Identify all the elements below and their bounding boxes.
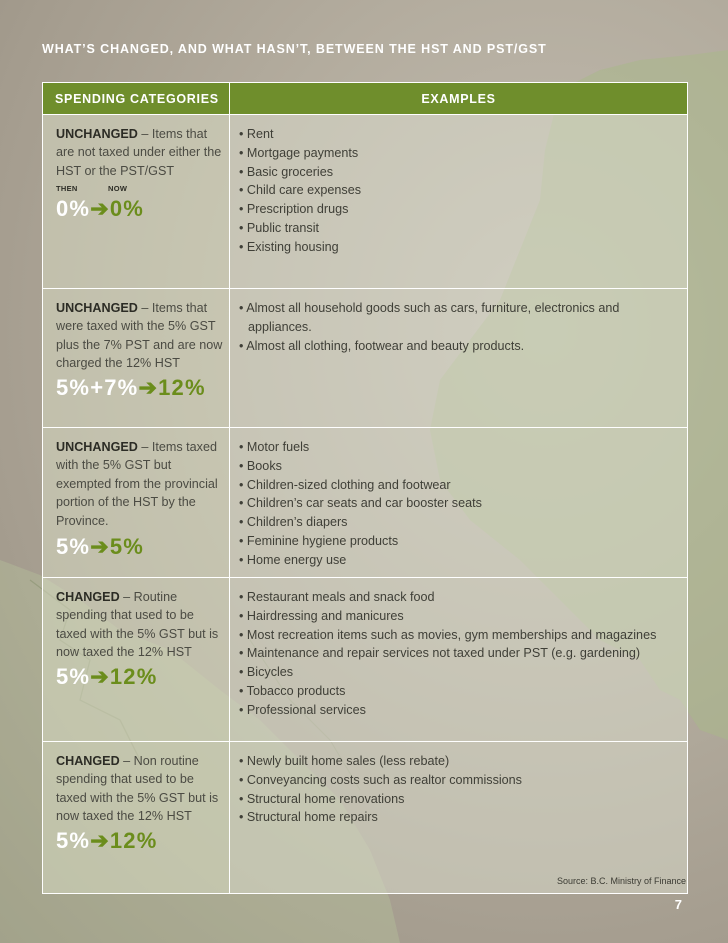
example-item: • Mortgage payments [239,145,359,160]
examples-list [237,752,679,827]
table-row [42,742,688,894]
example-item: • Books [239,458,282,473]
example-item: • Public transit [239,220,320,235]
rate-before: 5% [56,827,91,853]
table-row [42,428,688,578]
header-spending-categories: SPENDING CATEGORIES [43,83,230,114]
then-label: THEN [56,184,78,194]
example-item: • Newly built home sales (less rebate) [239,754,450,768]
example-item: • Maintenance and repair services not taxed under PST (e.g. gardening) [239,646,641,661]
rate-after: 0% [109,196,145,222]
rate-after: 12% [158,374,206,400]
now-label: NOW [108,184,128,194]
rate-before: 0% [56,196,91,222]
status-label: CHANGED – Non routine spending that used to be taxed with the 5% GST but is now taxed the 12% HST [56,754,219,824]
category-cell [43,742,230,893]
category-cell [43,289,230,427]
arrow-icon: ➔ [138,374,159,400]
status-label: UNCHANGED – Items that were taxed with the 5% GST plus the 7% PST and are now charged the 12% HST [56,301,223,371]
example-item: • Professional services [239,702,366,717]
example-item: • Almost all household goods such as cars, furniture, electronics and appliances. [239,301,620,334]
example-item: • Feminine hygiene products [239,533,399,548]
examples-list [237,125,679,257]
rate-change [56,375,223,401]
example-item: • Restaurant meals and snack food [239,590,435,604]
example-item: • Home energy use [239,552,347,567]
rate-change [56,828,223,854]
example-item: • Bicycles [239,665,294,680]
rate-after: 5% [109,534,145,560]
example-item: • Prescription drugs [239,202,349,217]
arrow-icon: ➔ [90,827,110,853]
rate-change [56,534,223,560]
example-item: • Children’s car seats and car booster seats [239,496,482,511]
examples-list [237,299,679,355]
example-item: • Conveyancing costs such as realtor commissions [239,772,522,787]
source-note: Source: B.C. Ministry of Finance [556,876,686,886]
examples-cell [230,578,687,741]
example-item: • Hairdressing and manicures [239,608,404,623]
examples-cell [230,428,687,577]
arrow-icon: ➔ [90,663,110,689]
category-cell [43,578,230,741]
table-header [42,82,688,115]
rate-after: 12% [109,827,158,853]
page-title: WHAT’S CHANGED, AND WHAT HASN’T, BETWEEN THE HST AND PST/GST [42,42,547,56]
header-examples: EXAMPLES [421,92,496,106]
examples-list [237,438,679,570]
status-label: UNCHANGED – Items that are not taxed under either the HST or the PST/GST [56,127,222,178]
example-item: • Children’s diapers [239,515,348,530]
example-item: • Existing housing [239,239,339,254]
table-row [42,289,688,428]
rate-before: 5% [56,663,91,689]
examples-cell [230,742,687,893]
example-item: • Tobacco products [239,683,346,698]
example-item: • Children-sized clothing and footwear [239,477,451,492]
example-item: • Most recreation items such as movies, gym memberships and magazines [239,627,657,642]
arrow-icon: ➔ [90,196,110,222]
example-item: • Almost all clothing, footwear and beauty products. [239,338,525,353]
category-cell [43,115,230,288]
example-item: • Structural home repairs [239,810,378,825]
example-item: • Child care expenses [239,183,362,198]
rate-before: 5% [56,534,91,560]
page-number: 7 [674,897,682,912]
status-label: UNCHANGED – Items taxed with the 5% GST but exempted from the provincial portion of the HST by the Province. [56,440,218,528]
status-label: CHANGED – Routine spending that used to be taxed with the 5% GST but is now taxed the 12% HST [56,590,219,660]
rate-before: 5%+7% [56,374,139,400]
example-item: • Motor fuels [239,440,310,454]
category-cell [43,428,230,577]
example-item: • Rent [239,127,274,141]
tax-comparison-table [42,82,688,894]
example-item: • Structural home renovations [239,791,405,806]
table-row [42,115,688,289]
examples-cell [230,289,687,427]
rate-change [56,664,223,690]
examples-list [237,588,679,720]
table-row [42,578,688,742]
rate-after: 12% [109,663,158,689]
then-now-labels [56,184,223,194]
arrow-icon: ➔ [90,534,110,560]
rate-change [56,196,223,222]
example-item: • Basic groceries [239,164,333,179]
examples-cell [230,115,687,288]
